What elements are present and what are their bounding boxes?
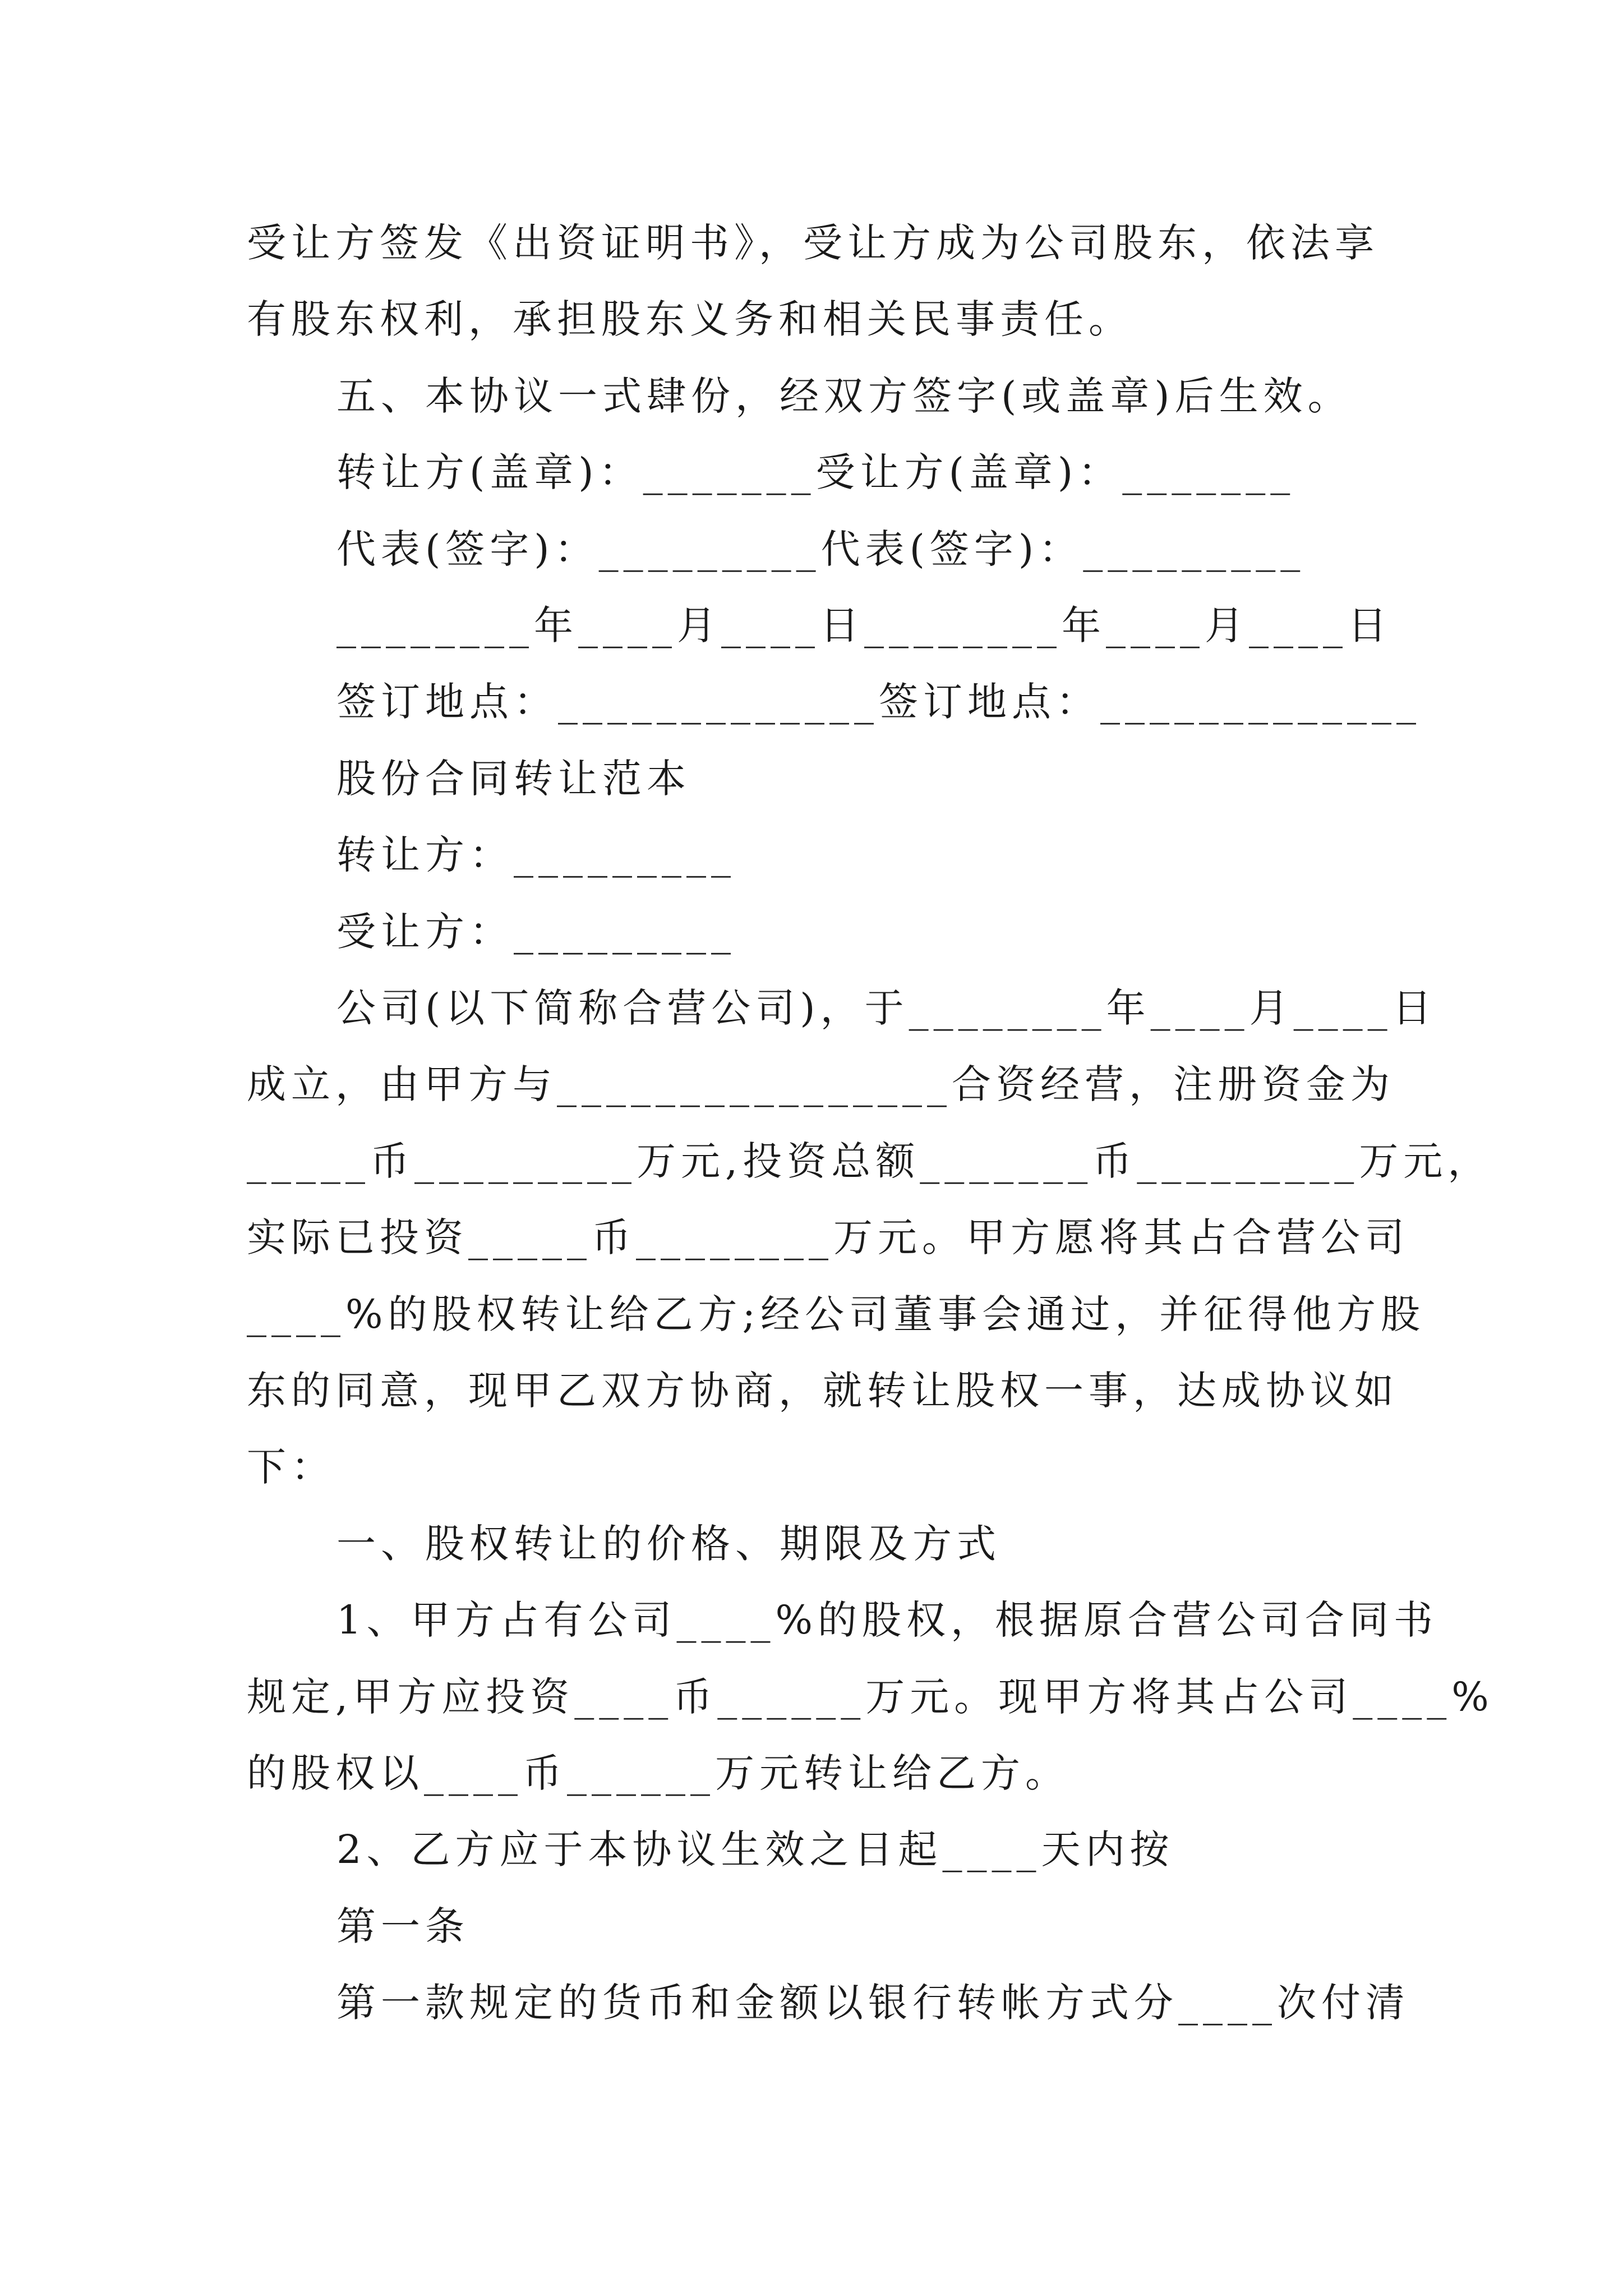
text-line: 东的同意，现甲乙双方协商，就转让股权一事，达成协议如 (247, 1368, 1399, 1414)
text-line: 受让方签发《出资证明书》，受让方成为公司股东，依法享 (247, 220, 1379, 266)
text-line: 下： (247, 1444, 335, 1490)
text-line: 1、甲方占有公司____%的股权，根据原合营公司合同书 (336, 1597, 1438, 1643)
text-line: 公司(以下简称合营公司)，于________年____月____日 (336, 985, 1437, 1031)
clause-heading: 一、股权转让的价格、期限及方式 (336, 1521, 1001, 1567)
place-line: 签订地点：_____________签订地点：_____________ (336, 679, 1421, 725)
date-line: ________年____月____日________年____月____日 (336, 602, 1392, 648)
text-line: _____币_________万元,投资总额_______币_________万元， (247, 1138, 1492, 1184)
signature-line: 转让方(盖章)：_______受让方(盖章)：_______ (336, 449, 1295, 495)
clause-heading: 五、本协议一式肆份，经双方签字(或盖章)后生效。 (336, 373, 1352, 419)
text-line: 实际已投资_____币________万元。甲方愿将其占合营公司 (247, 1214, 1409, 1260)
text-line: 成立，由甲方与________________合资经营，注册资金为 (247, 1061, 1395, 1107)
text-line: 有股东权利，承担股东义务和相关民事责任。 (247, 296, 1133, 342)
text-line: 的股权以____币______万元转让给乙方。 (247, 1750, 1069, 1796)
text-line: ____%的股权转让给乙方;经公司董事会通过，并征得他方股 (247, 1291, 1426, 1337)
text-line: 第一款规定的货币和金额以银行转帐方式分____次付清 (336, 1980, 1410, 2026)
party-line: 转让方：_________ (336, 832, 736, 878)
section-title: 股份合同转让范本 (336, 756, 691, 802)
signature-line: 代表(签字)：_________代表(签字)：_________ (336, 526, 1306, 572)
text-line: 2、乙方应于本协议生效之日起____天内按 (336, 1826, 1174, 1872)
clause-heading: 第一条 (336, 1903, 469, 1949)
party-line: 受让方：_________ (336, 909, 736, 955)
text-line: 规定,甲方应投资____币______万元。现甲方将其占公司____% (247, 1674, 1494, 1720)
